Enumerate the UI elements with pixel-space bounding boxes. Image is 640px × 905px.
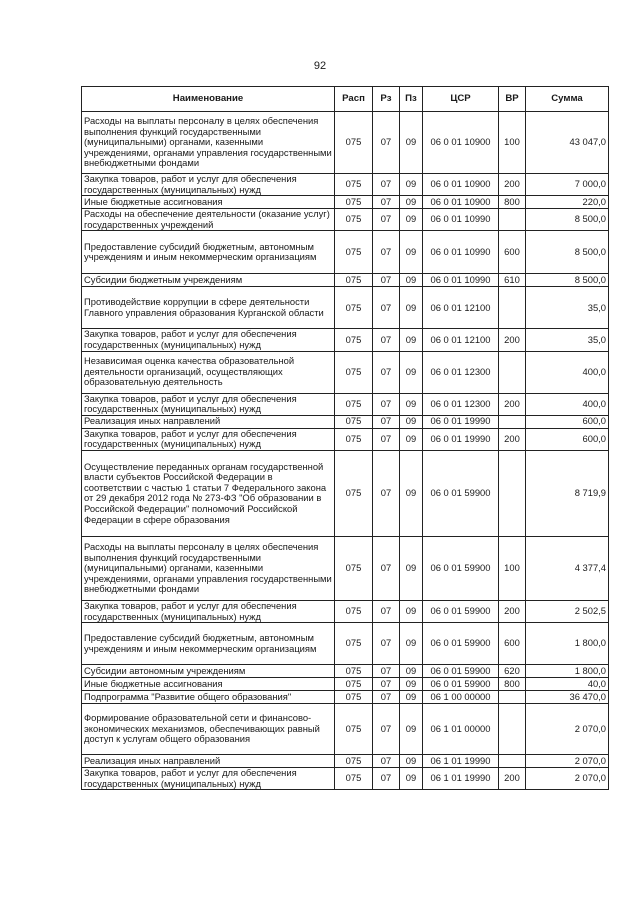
cell-rz: 07: [373, 755, 400, 768]
cell-rz: 07: [373, 329, 400, 351]
cell-csr: 06 0 01 10990: [423, 231, 499, 274]
cell-vr: 100: [499, 112, 526, 174]
cell-pz: 09: [400, 600, 423, 622]
cell-pz: 09: [400, 329, 423, 351]
cell-sum: 600,0: [526, 428, 609, 450]
table-row: [82, 600, 609, 622]
table-row: [82, 450, 609, 536]
cell-rz: 07: [373, 665, 400, 678]
cell-rasp: 075: [335, 274, 373, 287]
cell-pz: 09: [400, 209, 423, 231]
cell-vr: [499, 755, 526, 768]
cell-pz: 09: [400, 704, 423, 755]
cell-rz: 07: [373, 112, 400, 174]
cell-vr: 100: [499, 536, 526, 600]
cell-rasp: 075: [335, 623, 373, 665]
cell-vr: [499, 351, 526, 393]
cell-name: Субсидии бюджетным учреждениям: [82, 274, 335, 287]
cell-name: Закупка товаров, работ и услуг для обеспечения государственных (муниципальных) нужд: [82, 393, 335, 415]
cell-sum: 1 800,0: [526, 665, 609, 678]
cell-pz: 09: [400, 536, 423, 600]
cell-vr: 800: [499, 196, 526, 209]
cell-pz: 09: [400, 112, 423, 174]
cell-vr: [499, 691, 526, 704]
cell-pz: 09: [400, 623, 423, 665]
cell-csr: 06 1 01 19990: [423, 768, 499, 790]
cell-rasp: 075: [335, 174, 373, 196]
cell-name: Закупка товаров, работ и услуг для обеспечения государственных (муниципальных) нужд: [82, 428, 335, 450]
cell-sum: 2 502,5: [526, 600, 609, 622]
cell-sum: 400,0: [526, 351, 609, 393]
cell-vr: [499, 287, 526, 329]
cell-name: Реализация иных направлений: [82, 415, 335, 428]
cell-sum: 8 500,0: [526, 274, 609, 287]
cell-rz: 07: [373, 428, 400, 450]
cell-name: Осуществление переданных органам государственной власти субъектов Российской Федерации в соответствии с частью 1 статьи 7 Федерального закона от 29 декабря 2012 года № 273-ФЗ "Об образовании в Российской Федерации" полномочий Российской Федерации в сфере образования: [82, 450, 335, 536]
cell-rz: 07: [373, 274, 400, 287]
cell-vr: 200: [499, 600, 526, 622]
table-row: [82, 231, 609, 274]
cell-sum: 2 070,0: [526, 755, 609, 768]
cell-sum: 35,0: [526, 329, 609, 351]
cell-sum: 2 070,0: [526, 768, 609, 790]
cell-rz: 07: [373, 623, 400, 665]
cell-csr: 06 0 01 10900: [423, 196, 499, 209]
cell-sum: 1 800,0: [526, 623, 609, 665]
cell-pz: 09: [400, 393, 423, 415]
header-rasp: Расп: [335, 87, 373, 112]
cell-rz: 07: [373, 450, 400, 536]
cell-rz: 07: [373, 768, 400, 790]
cell-vr: 200: [499, 329, 526, 351]
cell-rasp: 075: [335, 415, 373, 428]
table-row: [82, 428, 609, 450]
cell-pz: 09: [400, 665, 423, 678]
cell-name: Предоставление субсидий бюджетным, автономным учреждениям и иным некоммерческим организациям: [82, 231, 335, 274]
cell-rasp: 075: [335, 768, 373, 790]
cell-csr: 06 0 01 10990: [423, 274, 499, 287]
cell-sum: 400,0: [526, 393, 609, 415]
cell-csr: 06 0 01 19990: [423, 415, 499, 428]
cell-rasp: 075: [335, 600, 373, 622]
cell-rz: 07: [373, 174, 400, 196]
header-csr: ЦСР: [423, 87, 499, 112]
cell-vr: 600: [499, 231, 526, 274]
table-row: [82, 536, 609, 600]
cell-csr: 06 0 01 12100: [423, 329, 499, 351]
table-row: [82, 768, 609, 790]
cell-pz: 09: [400, 287, 423, 329]
cell-sum: 220,0: [526, 196, 609, 209]
cell-vr: 610: [499, 274, 526, 287]
cell-pz: 09: [400, 755, 423, 768]
table-row: [82, 209, 609, 231]
cell-rasp: 075: [335, 665, 373, 678]
cell-pz: 09: [400, 174, 423, 196]
cell-rz: 07: [373, 287, 400, 329]
cell-rz: 07: [373, 415, 400, 428]
cell-rz: 07: [373, 196, 400, 209]
cell-rz: 07: [373, 393, 400, 415]
cell-sum: 35,0: [526, 287, 609, 329]
table-row: [82, 393, 609, 415]
cell-sum: 43 047,0: [526, 112, 609, 174]
cell-vr: [499, 704, 526, 755]
cell-csr: 06 0 01 10990: [423, 209, 499, 231]
table-row: [82, 623, 609, 665]
cell-sum: 8 500,0: [526, 209, 609, 231]
cell-pz: 09: [400, 351, 423, 393]
header-name: Наименование: [82, 87, 335, 112]
cell-name: Реализация иных направлений: [82, 755, 335, 768]
cell-vr: 600: [499, 623, 526, 665]
table-row: [82, 351, 609, 393]
table-row: [82, 691, 609, 704]
cell-rasp: 075: [335, 755, 373, 768]
cell-csr: 06 1 00 00000: [423, 691, 499, 704]
cell-vr: 200: [499, 174, 526, 196]
cell-sum: 8 500,0: [526, 231, 609, 274]
cell-vr: 800: [499, 678, 526, 691]
cell-rasp: 075: [335, 536, 373, 600]
cell-name: Иные бюджетные ассигнования: [82, 678, 335, 691]
cell-sum: 2 070,0: [526, 704, 609, 755]
cell-pz: 09: [400, 196, 423, 209]
table-row: [82, 704, 609, 755]
cell-rz: 07: [373, 351, 400, 393]
table-row: [82, 174, 609, 196]
budget-table: [81, 86, 609, 790]
table-row: [82, 196, 609, 209]
cell-pz: 09: [400, 415, 423, 428]
cell-sum: 600,0: [526, 415, 609, 428]
cell-rasp: 075: [335, 287, 373, 329]
cell-csr: 06 1 01 19990: [423, 755, 499, 768]
cell-vr: [499, 415, 526, 428]
cell-csr: 06 0 01 59900: [423, 678, 499, 691]
page-number: 92: [313, 60, 327, 72]
cell-vr: 620: [499, 665, 526, 678]
cell-name: Подпрограмма "Развитие общего образования": [82, 691, 335, 704]
cell-vr: 200: [499, 428, 526, 450]
cell-sum: 8 719,9: [526, 450, 609, 536]
cell-csr: 06 0 01 12300: [423, 351, 499, 393]
header-pz: Пз: [400, 87, 423, 112]
cell-csr: 06 0 01 10900: [423, 174, 499, 196]
cell-rasp: 075: [335, 112, 373, 174]
cell-name: Закупка товаров, работ и услуг для обеспечения государственных (муниципальных) нужд: [82, 329, 335, 351]
cell-csr: 06 0 01 12300: [423, 393, 499, 415]
cell-csr: 06 0 01 59900: [423, 623, 499, 665]
cell-rz: 07: [373, 691, 400, 704]
cell-rasp: 075: [335, 351, 373, 393]
cell-pz: 09: [400, 691, 423, 704]
cell-name: Расходы на обеспечение деятельности (оказание услуг) государственных учреждений: [82, 209, 335, 231]
cell-csr: 06 0 01 12100: [423, 287, 499, 329]
cell-name: Формирование образовательной сети и финансово-экономических механизмов, обеспечивающих равный доступ к услугам общего образования: [82, 704, 335, 755]
table-row: [82, 665, 609, 678]
cell-csr: 06 0 01 10900: [423, 112, 499, 174]
header-vr: ВР: [499, 87, 526, 112]
cell-rz: 07: [373, 231, 400, 274]
cell-name: Предоставление субсидий бюджетным, автономным учреждениям и иным некоммерческим организациям: [82, 623, 335, 665]
cell-name: Иные бюджетные ассигнования: [82, 196, 335, 209]
cell-rz: 07: [373, 678, 400, 691]
cell-sum: 40,0: [526, 678, 609, 691]
header-rz: Рз: [373, 87, 400, 112]
table-body: [82, 112, 609, 790]
cell-rz: 07: [373, 704, 400, 755]
cell-rasp: 075: [335, 231, 373, 274]
cell-rasp: 075: [335, 209, 373, 231]
cell-pz: 09: [400, 428, 423, 450]
cell-csr: 06 0 01 59900: [423, 600, 499, 622]
cell-sum: 7 000,0: [526, 174, 609, 196]
table-row: [82, 755, 609, 768]
cell-vr: [499, 450, 526, 536]
cell-name: Расходы на выплаты персоналу в целях обеспечения выполнения функций государственными (муниципальными) органами, казенными учреждениями, органами управления государственными внебюджетными фондами: [82, 112, 335, 174]
table-row: [82, 329, 609, 351]
table-row: [82, 112, 609, 174]
cell-sum: 4 377,4: [526, 536, 609, 600]
cell-name: Расходы на выплаты персоналу в целях обеспечения выполнения функций государственными (муниципальными) органами, казенными учреждениями, органами управления государственными внебюджетными фондами: [82, 536, 335, 600]
cell-rasp: 075: [335, 428, 373, 450]
cell-csr: 06 1 01 00000: [423, 704, 499, 755]
cell-pz: 09: [400, 274, 423, 287]
table-row: [82, 415, 609, 428]
cell-rasp: 075: [335, 196, 373, 209]
cell-rz: 07: [373, 209, 400, 231]
cell-rasp: 075: [335, 393, 373, 415]
cell-vr: 200: [499, 768, 526, 790]
cell-rz: 07: [373, 536, 400, 600]
cell-rasp: 075: [335, 329, 373, 351]
cell-pz: 09: [400, 768, 423, 790]
cell-rasp: 075: [335, 450, 373, 536]
cell-name: Независимая оценка качества образовательной деятельности организаций, осуществляющих образовательную деятельность: [82, 351, 335, 393]
cell-sum: 36 470,0: [526, 691, 609, 704]
cell-rasp: 075: [335, 704, 373, 755]
table-row: [82, 274, 609, 287]
table-header-row: [82, 87, 609, 112]
cell-rasp: 075: [335, 678, 373, 691]
table-row: [82, 678, 609, 691]
table-row: [82, 287, 609, 329]
cell-pz: 09: [400, 231, 423, 274]
cell-vr: [499, 209, 526, 231]
cell-vr: 200: [499, 393, 526, 415]
cell-name: Закупка товаров, работ и услуг для обеспечения государственных (муниципальных) нужд: [82, 600, 335, 622]
cell-name: Закупка товаров, работ и услуг для обеспечения государственных (муниципальных) нужд: [82, 768, 335, 790]
header-sum: Сумма: [526, 87, 609, 112]
cell-csr: 06 0 01 19990: [423, 428, 499, 450]
cell-csr: 06 0 01 59900: [423, 665, 499, 678]
cell-name: Закупка товаров, работ и услуг для обеспечения государственных (муниципальных) нужд: [82, 174, 335, 196]
cell-rasp: 075: [335, 691, 373, 704]
cell-csr: 06 0 01 59900: [423, 536, 499, 600]
cell-rz: 07: [373, 600, 400, 622]
cell-name: Субсидии автономным учреждениям: [82, 665, 335, 678]
cell-csr: 06 0 01 59900: [423, 450, 499, 536]
cell-pz: 09: [400, 450, 423, 536]
cell-pz: 09: [400, 678, 423, 691]
cell-name: Противодействие коррупции в сфере деятельности Главного управления образования Курганской области: [82, 287, 335, 329]
